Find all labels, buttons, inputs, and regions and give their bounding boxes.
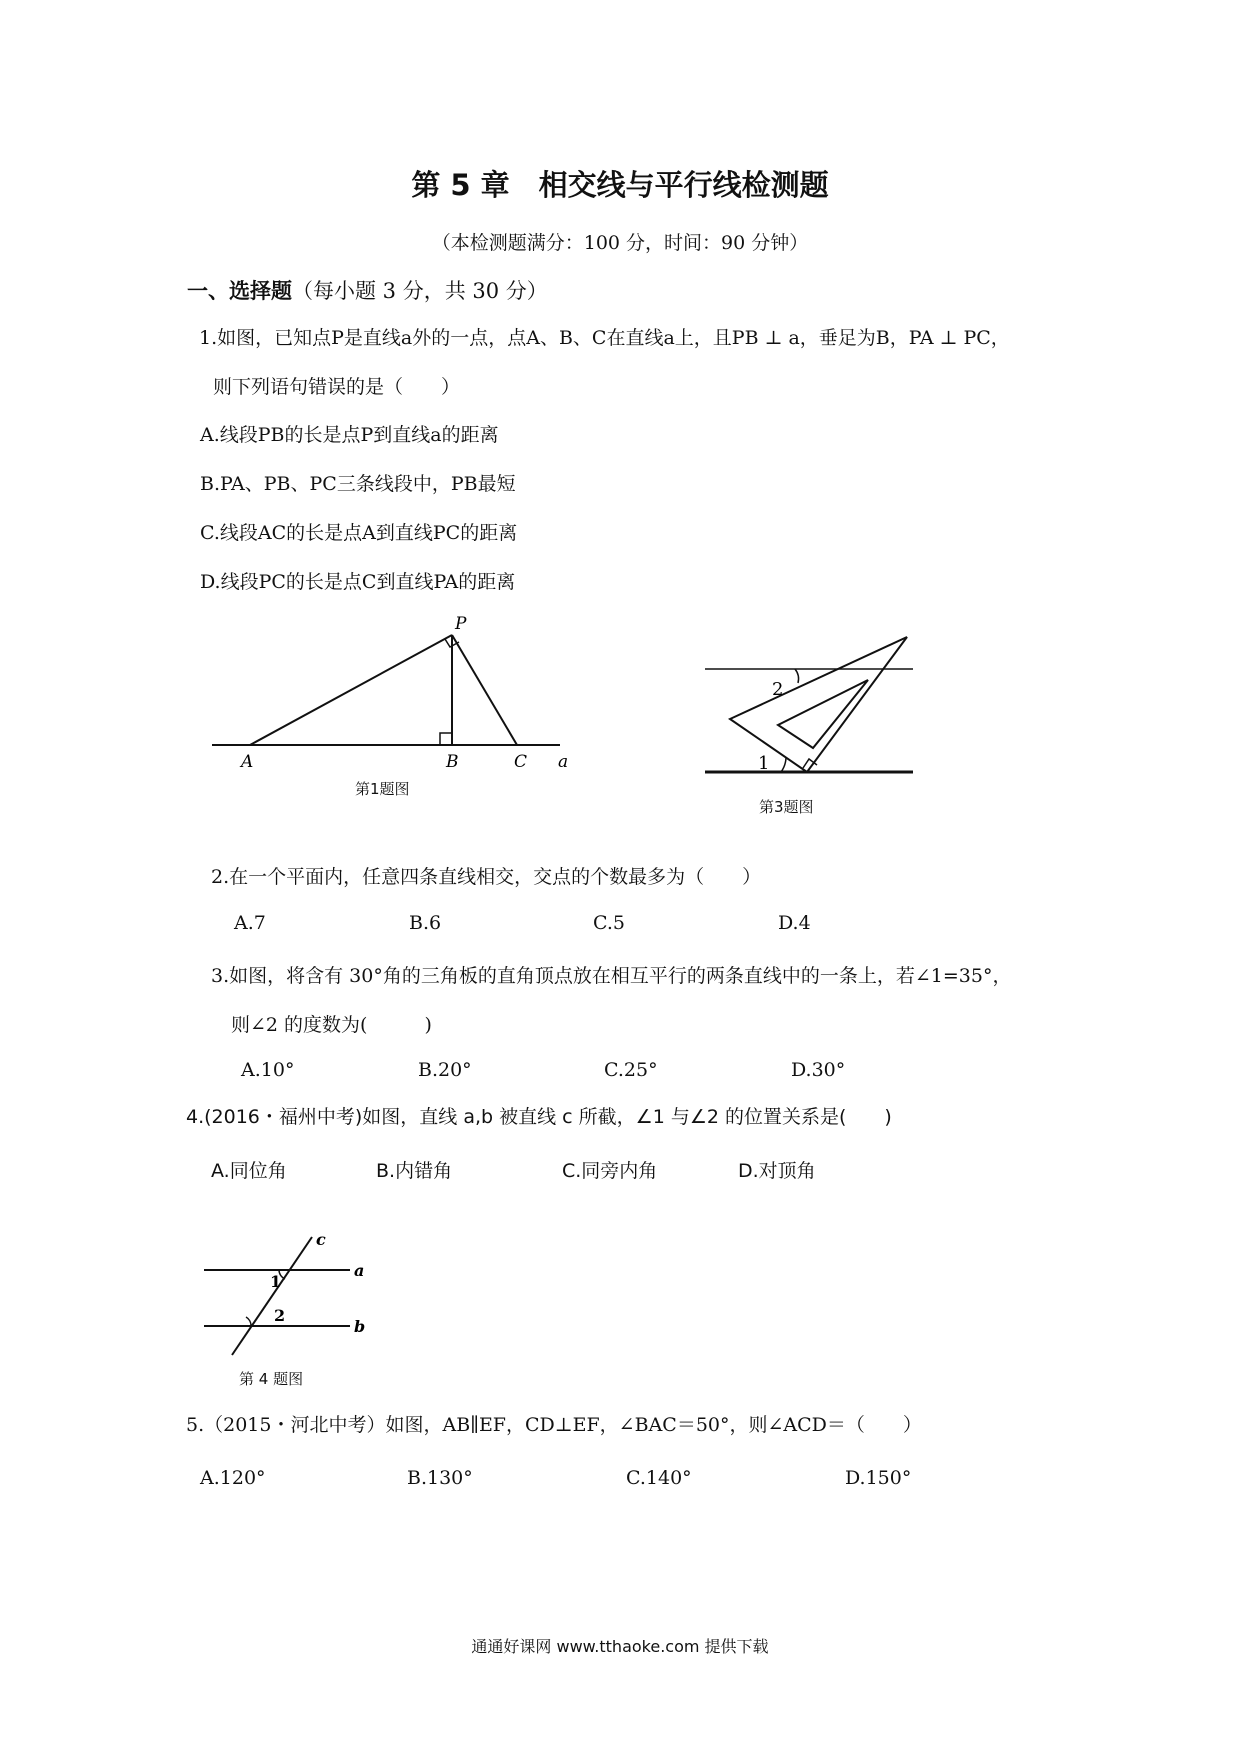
- segment-pc: [452, 635, 517, 745]
- right-angle-mark-b: [440, 733, 452, 745]
- label-a: A: [241, 752, 254, 772]
- transversal-c: [232, 1237, 312, 1355]
- question-2-option-d: D.4: [778, 912, 811, 934]
- section-note: （每小题 3 分，共 30 分）: [292, 279, 548, 303]
- question-1-line-1: 1.如图，已知点P是直线a外的一点，点A、B、C在直线a上，且PB ⊥ a，垂足为B，PA ⊥ PC，: [199, 327, 1010, 349]
- question-4-option-b: B.内错角: [376, 1160, 453, 1182]
- label-line-a: a: [558, 752, 569, 772]
- question-2-option-b: B.6: [409, 912, 442, 934]
- question-5-option-c: C.140°: [626, 1467, 692, 1489]
- question-3-line-2: 则∠2 的度数为( ): [231, 1014, 432, 1036]
- angle-2-arc: [246, 1317, 251, 1326]
- page-title: 第 5 章 相交线与平行线检测题: [411, 168, 829, 202]
- label-a: a: [354, 1261, 365, 1280]
- section-heading: [187, 275, 548, 305]
- question-4-option-c: C.同旁内角: [562, 1160, 658, 1182]
- question-3-option-c: C.25°: [604, 1059, 658, 1081]
- label-c: C: [514, 752, 528, 772]
- angle-2-arc: [795, 669, 799, 683]
- section-title: 一、选择题: [187, 279, 292, 303]
- question-1-option-b: B.PA、PB、PC三条线段中，PB最短: [200, 473, 516, 495]
- question-1-option-d: D.线段PC的长是点C到直线PA的距离: [200, 571, 516, 593]
- question-2-text: 2.在一个平面内，任意四条直线相交，交点的个数最多为（ ）: [211, 866, 762, 888]
- figure-1-caption: 第1题图: [355, 780, 410, 798]
- figure-4-diagram: [200, 1225, 380, 1360]
- segment-pa: [250, 635, 452, 745]
- question-1-option-c: C.线段AC的长是点A到直线PC的距离: [200, 522, 518, 544]
- label-angle-1: 1: [758, 753, 770, 774]
- angle-1-arc: [781, 758, 786, 772]
- question-3-option-b: B.20°: [418, 1059, 472, 1081]
- question-5-option-b: B.130°: [407, 1467, 473, 1489]
- figure-3-diagram: [695, 625, 925, 790]
- label-angle-2: 2: [772, 679, 784, 700]
- figure-4-caption: 第 4 题图: [239, 1370, 304, 1388]
- figure-1-diagram: [205, 615, 585, 800]
- question-2-option-c: C.5: [593, 912, 625, 934]
- question-5-option-a: A.120°: [200, 1467, 266, 1489]
- label-b: b: [354, 1317, 366, 1336]
- question-3-line-1: 3.如图，将含有 30°角的三角板的直角顶点放在相互平行的两条直线中的一条上，若∠1=35°，: [211, 965, 1012, 987]
- label-p: P: [455, 615, 467, 634]
- question-5-option-d: D.150°: [845, 1467, 912, 1489]
- question-2-option-a: A.7: [234, 912, 266, 934]
- label-angle-1: 1: [270, 1272, 282, 1291]
- question-1-option-a: A.线段PB的长是点P到直线a的距离: [200, 424, 499, 446]
- question-3-option-d: D.30°: [791, 1059, 846, 1081]
- label-b: B: [446, 752, 459, 772]
- page-subtitle: （本检测题满分：100 分，时间：90 分钟）: [431, 232, 809, 254]
- question-3-option-a: A.10°: [241, 1059, 295, 1081]
- label-c: c: [316, 1230, 326, 1249]
- page-footer: 通通好课网 www.tthaoke.com 提供下载: [471, 1637, 769, 1656]
- question-1-line-2: 则下列语句错误的是（ ）: [213, 376, 461, 398]
- label-angle-2: 2: [274, 1306, 286, 1325]
- question-4-option-a: A.同位角: [211, 1160, 287, 1182]
- figure-3-caption: 第3题图: [759, 798, 814, 816]
- question-5-text: 5.（2015・河北中考）如图，AB∥EF，CD⊥EF，∠BAC＝50°，则∠ACD＝（ ）: [186, 1414, 922, 1436]
- question-4-text: 4.(2016・福州中考)如图，直线 a,b 被直线 c 所截，∠1 与∠2 的位置关系是( ): [186, 1106, 892, 1128]
- question-4-option-d: D.对顶角: [738, 1160, 816, 1182]
